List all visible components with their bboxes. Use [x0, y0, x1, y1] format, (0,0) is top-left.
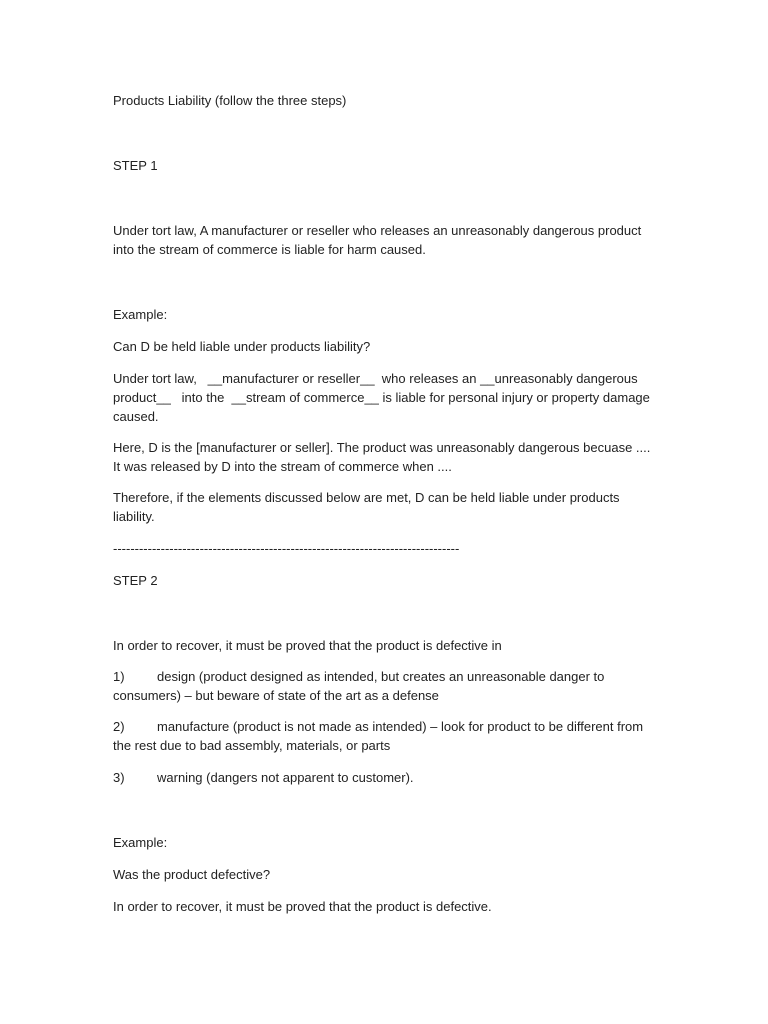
- list-item: [113, 768, 658, 787]
- document-title: Products Liability (follow the three steps): [113, 93, 347, 108]
- list-item-text: design (product designed as intended, but creates an unreasonable danger to consumers) – but beware of state of the art as a defense: [113, 669, 605, 703]
- list-item-text: warning (dangers not apparent to customer).: [157, 770, 414, 785]
- list-item-number: 3): [113, 770, 125, 785]
- list-item-number: 2): [113, 719, 125, 734]
- step1-conclusion: Therefore, if the elements discussed below are met, D can be held liable under products liability.: [113, 490, 624, 524]
- step1-rule: Under tort law, A manufacturer or reseller who releases an unreasonably dangerous product into the stream of commerce is liable for harm caused.: [113, 223, 645, 257]
- list-item-text: manufacture (product is not made as intended) – look for product to be different from the rest due to bad assembly, materials, or parts: [113, 719, 644, 753]
- step1-question: Can D be held liable under products liability?: [113, 339, 371, 354]
- list-item: [113, 717, 658, 755]
- step2-question: Was the product defective?: [113, 867, 271, 882]
- step2-heading: STEP 2: [113, 573, 158, 588]
- list-item-number: 1): [113, 669, 125, 684]
- step1-example-label: Example:: [113, 307, 168, 322]
- list-item: [113, 667, 658, 705]
- step2-intro: In order to recover, it must be proved that the product is defective in: [113, 638, 502, 653]
- step2-example-label: Example:: [113, 835, 168, 850]
- section-divider: --------------------------------------------------------------------------------: [113, 541, 460, 556]
- step2-closing: In order to recover, it must be proved that the product is defective.: [113, 899, 492, 914]
- step1-application: Here, D is the [manufacturer or seller]. The product was unreasonably dangerous becuase .... It was released by D into the stream of commerce when ....: [113, 440, 655, 474]
- step1-template: Under tort law, __manufacturer or reseller__ who releases an __unreasonably dangerous product__ into the __stream of commerce__ is liable for personal injury or property damage caused.: [113, 371, 654, 424]
- step1-heading: STEP 1: [113, 158, 158, 173]
